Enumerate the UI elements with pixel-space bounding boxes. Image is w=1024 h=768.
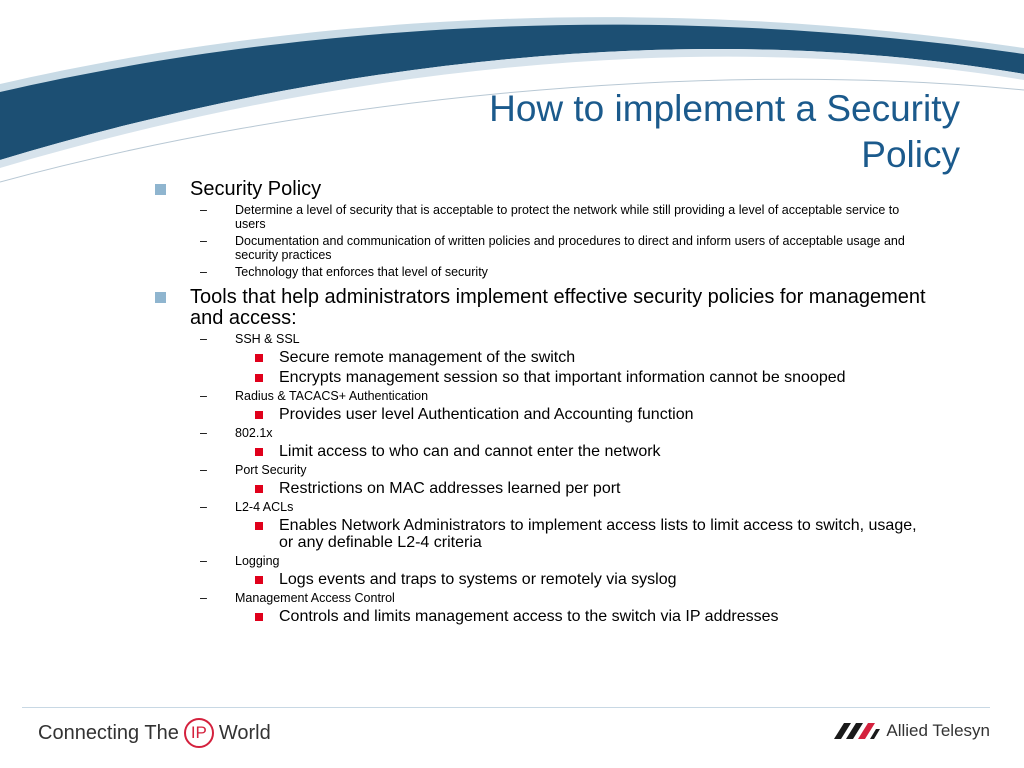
- detail-label: Secure remote management of the switch: [279, 349, 576, 366]
- bullet-security-policy: [152, 179, 932, 200]
- detail-bullet: [152, 406, 932, 423]
- sub-bullet-port-security: [152, 463, 932, 477]
- red-square-bullet-icon: [255, 613, 263, 621]
- slide-content: [152, 177, 932, 625]
- dash-bullet-icon: –: [200, 591, 207, 605]
- red-square-bullet-icon: [255, 354, 263, 362]
- sub-bullet-label: Port Security: [235, 463, 307, 477]
- dash-bullet-icon: –: [200, 463, 207, 477]
- red-square-bullet-icon: [255, 522, 263, 530]
- detail-bullet: [152, 517, 932, 551]
- detail-label: Enables Network Administrators to implement access lists to limit access to switch, usage, or any definable L2-4 criteria: [279, 517, 917, 551]
- detail-bullet: [152, 571, 932, 588]
- sub-bullet: [152, 234, 932, 262]
- sub-bullet-logging: [152, 554, 932, 568]
- dash-bullet-icon: –: [200, 203, 207, 217]
- detail-label: Logs events and traps to systems or remotely via syslog: [279, 571, 677, 588]
- dash-bullet-icon: –: [200, 554, 207, 568]
- detail-bullet: [152, 480, 932, 497]
- detail-label: Restrictions on MAC addresses learned per port: [279, 480, 621, 497]
- sub-bullet-label: Management Access Control: [235, 591, 395, 605]
- footer-tagline: [38, 716, 271, 750]
- allied-telesyn-logo-icon: [834, 723, 880, 739]
- detail-bullet: [152, 349, 932, 366]
- sub-bullet-label: Radius & TACACS+ Authentication: [235, 389, 429, 403]
- detail-bullet: [152, 369, 932, 386]
- dash-bullet-icon: –: [200, 500, 207, 514]
- footer-brand: [834, 716, 990, 746]
- sub-bullet-label: 802.1x: [235, 426, 273, 440]
- red-square-bullet-icon: [255, 485, 263, 493]
- detail-label: Controls and limits management access to the switch via IP addresses: [279, 608, 779, 625]
- sub-bullet-ssh-ssl: [152, 332, 932, 346]
- dash-bullet-icon: –: [200, 332, 207, 346]
- sub-bullet-label: Documentation and communication of written policies and procedures to direct and inform users of acceptable usage and security practices: [235, 234, 905, 262]
- sub-bullet-8021x: [152, 426, 932, 440]
- sub-bullet-management-access: [152, 591, 932, 605]
- bullet-label: Security Policy: [190, 178, 322, 200]
- square-bullet-icon: [155, 184, 166, 195]
- footer-divider: [22, 707, 990, 708]
- dash-bullet-icon: –: [200, 389, 207, 403]
- dash-bullet-icon: –: [200, 234, 207, 248]
- bullet-tools: [152, 287, 932, 329]
- brand-name: Allied Telesyn: [886, 721, 990, 740]
- detail-label: Provides user level Authentication and Accounting function: [279, 406, 694, 423]
- sub-bullet: [152, 265, 932, 279]
- dash-bullet-icon: –: [200, 426, 207, 440]
- sub-bullet-label: SSH & SSL: [235, 332, 300, 346]
- sub-bullet-label: Determine a level of security that is acceptable to protect the network while still providing a level of acceptable service to users: [235, 203, 900, 231]
- detail-bullet: [152, 443, 932, 460]
- red-square-bullet-icon: [255, 448, 263, 456]
- slide-title: How to implement a Security Policy: [489, 88, 960, 175]
- red-square-bullet-icon: [255, 411, 263, 419]
- detail-label: Limit access to who can and cannot enter the network: [279, 443, 661, 460]
- tagline-text: World: [218, 721, 271, 744]
- sub-bullet-label: L2-4 ACLs: [235, 500, 294, 514]
- detail-label: Encrypts management session so that important information cannot be snooped: [279, 369, 846, 386]
- tagline-text: Connecting The: [38, 721, 179, 744]
- sub-bullet-label: Technology that enforces that level of security: [235, 265, 488, 279]
- sub-bullet-acls: [152, 500, 932, 514]
- bullet-label: Tools that help administrators implement effective security policies for management and access:: [190, 286, 926, 329]
- red-square-bullet-icon: [255, 374, 263, 382]
- sub-bullet: [152, 203, 932, 231]
- red-square-bullet-icon: [255, 576, 263, 584]
- sub-bullet-label: Logging: [235, 554, 280, 568]
- sub-bullet-radius: [152, 389, 932, 403]
- square-bullet-icon: [155, 292, 166, 303]
- ip-circle-logo: IP: [184, 718, 214, 748]
- detail-bullet: [152, 608, 932, 625]
- dash-bullet-icon: –: [200, 265, 207, 279]
